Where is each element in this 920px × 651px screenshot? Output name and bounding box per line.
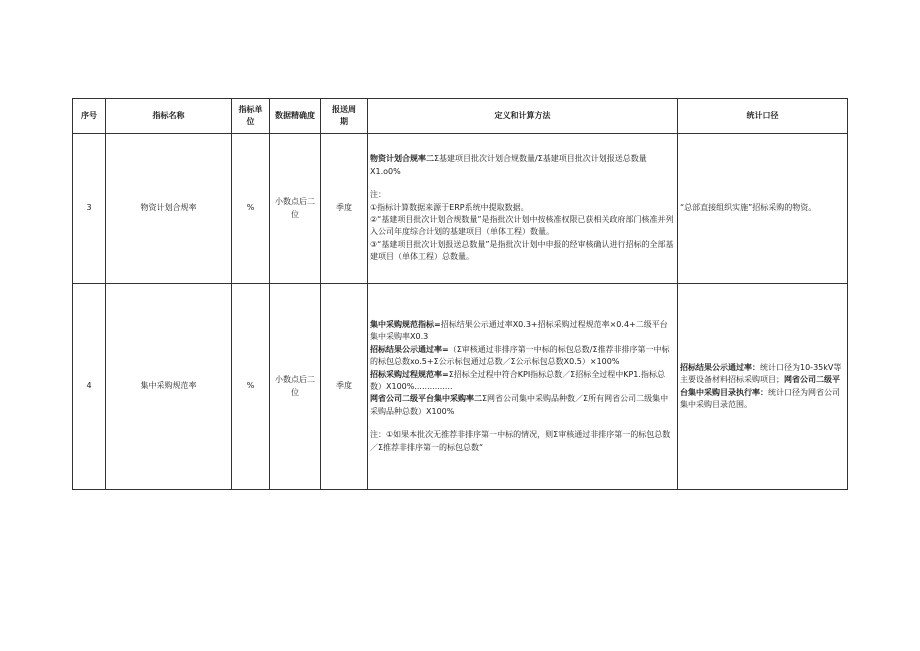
- scope-term: 招标结果公示通过率：: [680, 362, 760, 372]
- row-definition: [368, 134, 678, 284]
- row-no: 4: [73, 284, 106, 490]
- row-precision: [270, 134, 321, 284]
- header-name: 指标名称: [106, 99, 232, 134]
- row-precision-line2: 位: [291, 387, 299, 397]
- formula-expression: 招标结果公示通过率X0.3+招标采购过程规范率×0.4+二级平台集中采购率X0.3: [370, 320, 668, 342]
- formula-name: 网省公司二级平台集中采购率二: [370, 394, 482, 404]
- formula-name: 招标采购过程规范率=: [370, 369, 449, 379]
- note-item: ③“基建项目批次计划报送总数量”是指批次计划中申报的经审核确认进行招标的全部基建项目（单体工程）总数量。: [370, 239, 674, 262]
- header-precision: 数据精确度: [270, 99, 321, 134]
- note-item: ②“基建项目批次计划合规数量”是指批次计划中按核准权限已获相关政府部门核准并列入公司年度综合计划的基建项目（单体工程）数量。: [370, 215, 674, 237]
- scope-term: 网省公司二级平台集中采购目录执行率：: [680, 375, 840, 397]
- formula: [370, 369, 675, 394]
- header-unit-line2: 位: [246, 117, 255, 126]
- note-item: ①指标计算数据来源于ERP系统中提取数据。: [370, 202, 529, 212]
- header-unit: [232, 99, 270, 134]
- scope-text: 统计口径为10-35kV等主要设备材料招标采购项目；: [680, 362, 842, 385]
- row-precision-line1: 小数点后二: [275, 197, 315, 207]
- header-no: 序号: [73, 99, 106, 134]
- scope-text: 统计口径为网省公司集中采购目录范围。: [680, 387, 840, 409]
- row-scope: “总部直接组织实施”招标采购的物资。: [678, 134, 848, 284]
- table-row: [73, 284, 848, 490]
- row-name: 物资计划合规率: [106, 134, 232, 284]
- row-unit: %: [232, 134, 270, 284]
- header-period-line2: 期: [340, 117, 348, 126]
- header-definition: 定义和计算方法: [368, 99, 678, 134]
- note-item: 注：①如果本批次无推荐非排序第一中标的情况，则Σ审核通过非排序第一的标包总数／Σ推荐非排序第一的标包总数“: [370, 430, 671, 452]
- row-definition: [368, 284, 678, 490]
- row-period: 季度: [321, 134, 368, 284]
- formula-expression: Σ招标全过程中符合KPI指标总数／Σ招标全过程中KP1.指标总数）X100%...............: [370, 369, 665, 391]
- row-precision-line1: 小数点后二: [275, 375, 315, 385]
- formula: [370, 153, 675, 178]
- table-row: [73, 134, 848, 284]
- note-label: 注：: [370, 190, 386, 200]
- row-precision: [270, 284, 321, 490]
- formula-expression: （Σ审核通过非排序第一中标的标包总数/Σ推荐非排序第一中标的标包总数xo.5+Σ公示标包通过总数／Σ公示标包总数X0.5）×100%: [370, 344, 670, 367]
- formula: [370, 344, 675, 369]
- formula: [370, 393, 675, 418]
- header-scope: 统计口径: [678, 99, 848, 134]
- formula: [370, 319, 675, 344]
- metrics-table: [72, 98, 848, 490]
- row-period: 季度: [321, 284, 368, 490]
- row-scope: [678, 284, 848, 490]
- formula-name: 招标结果公示通过率=: [370, 344, 449, 354]
- row-unit: %: [232, 284, 270, 490]
- row-no: 3: [73, 134, 106, 284]
- formula-expression: Σ基建项目批次计划合规数量/Σ基建项目批次计划报送总数量X1.o0%: [370, 154, 647, 176]
- header-row: [73, 99, 848, 134]
- header-period-line1: 报送周: [332, 104, 356, 114]
- header-unit-line1: 指标单: [238, 104, 263, 114]
- header-period: [321, 99, 368, 134]
- formula-name: 物资计划合规率二: [370, 154, 434, 164]
- row-precision-line2: 位: [291, 209, 299, 219]
- formula-name: 集中采购规范指标=: [370, 320, 441, 330]
- formula-expression: Σ网省公司集中采购品种数／Σ所有网省公司二级集中采购品种总数）X100%: [370, 394, 669, 416]
- row-name: 集中采购规范率: [106, 284, 232, 490]
